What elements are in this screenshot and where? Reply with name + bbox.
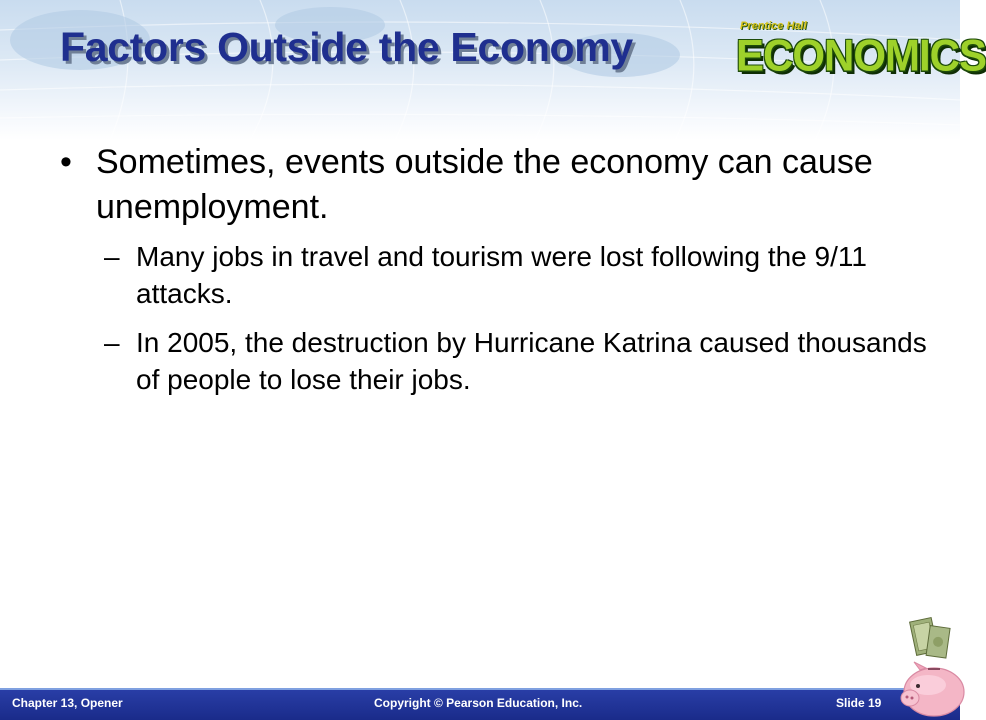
sub-bullet-marker: – [104, 327, 120, 358]
bullet-marker: • [60, 143, 72, 181]
footer-divider [0, 688, 960, 690]
piggy-bank-icon [892, 612, 960, 720]
slide-content [60, 140, 930, 410]
footer-chapter: Chapter 13, Opener [12, 696, 123, 710]
sub-bullet-item [60, 238, 930, 312]
bullet-text: Sometimes, events outside the economy can cause unemployment. [96, 143, 873, 226]
bullet-item [60, 140, 930, 230]
footer-slide-number: Slide 19 [836, 696, 882, 710]
slide-footer [0, 688, 960, 720]
sub-bullet-item [60, 324, 930, 398]
sub-bullet-text: In 2005, the destruction by Hurricane Katrina caused thousands of people to lose their jobs. [136, 327, 927, 395]
logo-main-text: ECONOMICS [736, 30, 986, 81]
logo-publisher-text: Prentice Hall [740, 20, 807, 32]
slide-title: Factors Outside the Economy [60, 24, 633, 70]
sub-bullet-text: Many jobs in travel and tourism were lost following the 9/11 attacks. [136, 241, 867, 309]
footer-copyright: Copyright © Pearson Education, Inc. [374, 696, 583, 710]
economics-logo [736, 20, 986, 84]
sub-bullet-marker: – [104, 241, 120, 272]
